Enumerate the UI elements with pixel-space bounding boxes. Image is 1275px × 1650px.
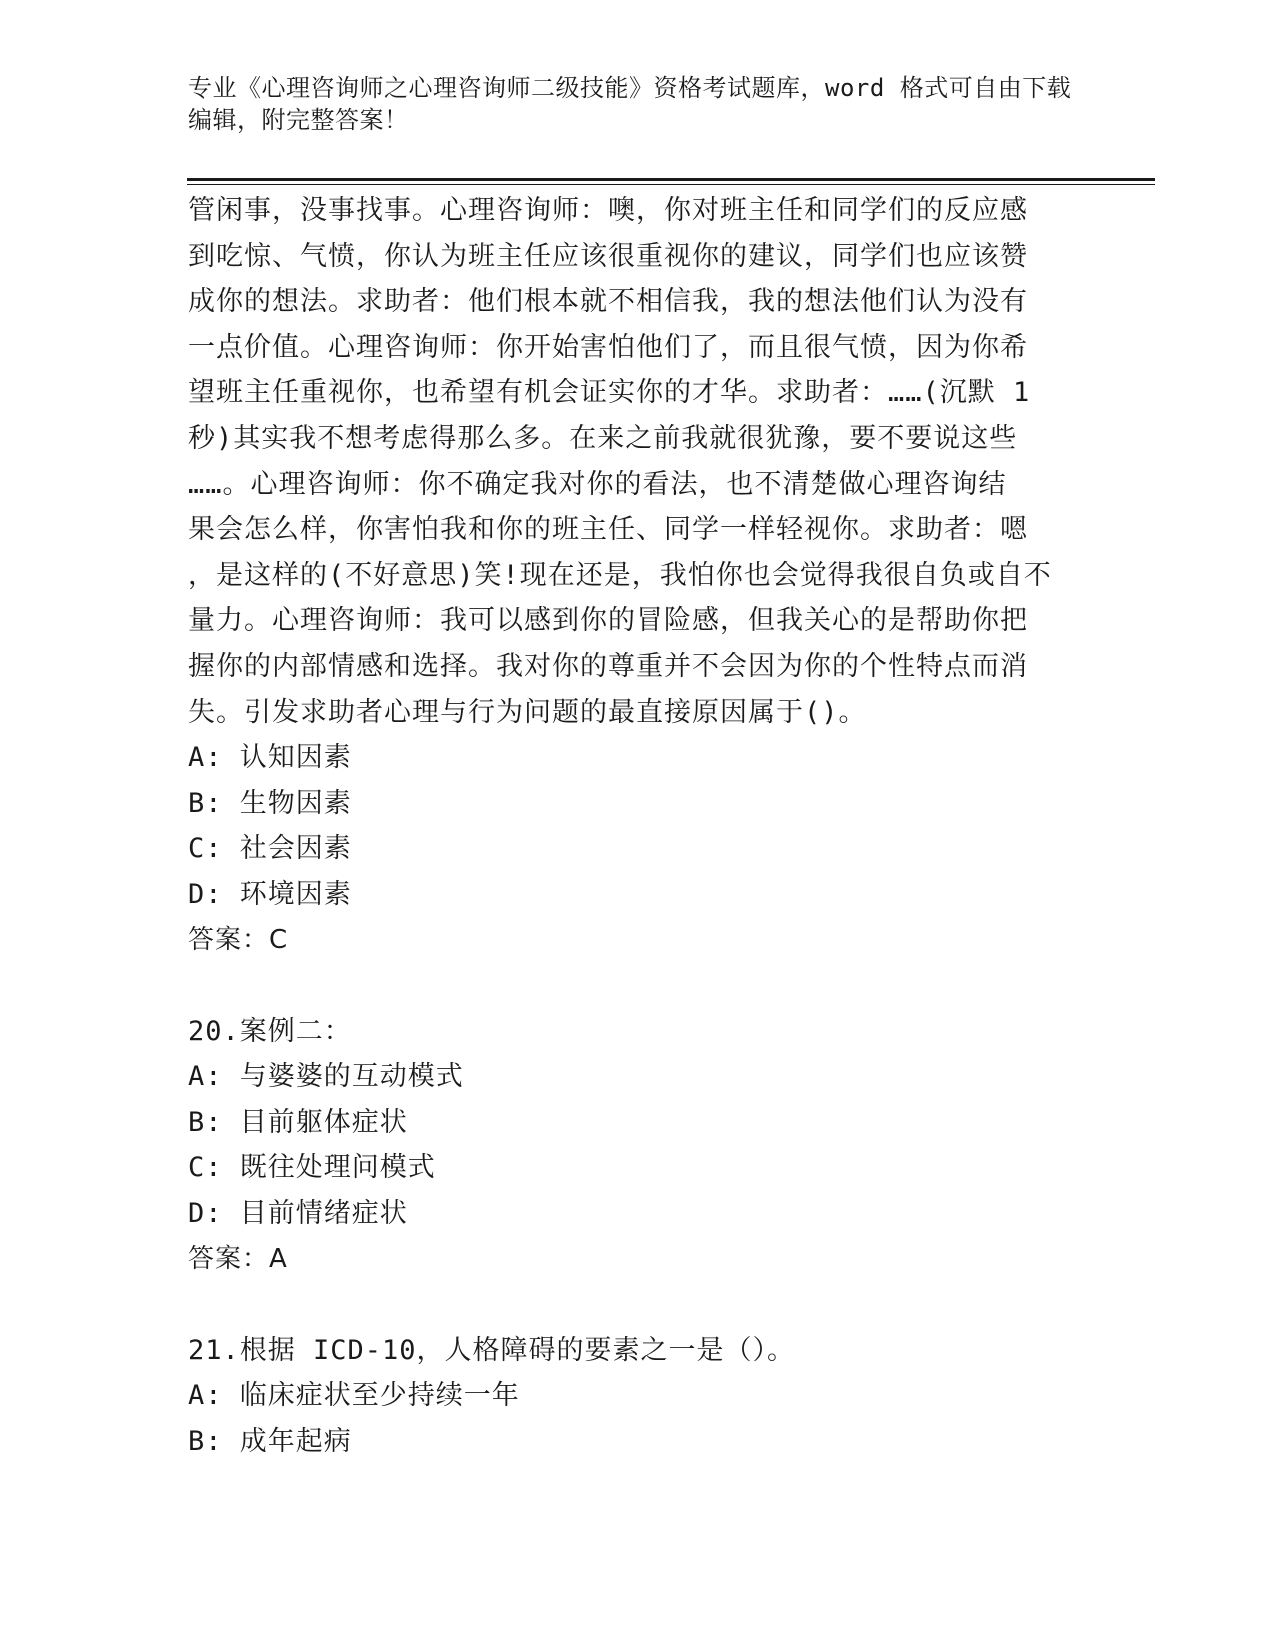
passage-line: 果会怎么样，你害怕我和你的班主任、同学一样轻视你。求助者：嗯 [188, 514, 1028, 546]
passage-line: 失。引发求助者心理与行为问题的最直接原因属于()。 [188, 696, 867, 728]
passage-line: ，是这样的(不好意思)笑!现在还是，我怕你也会觉得我很自负或自不 [188, 559, 1052, 591]
header-divider-thick [187, 178, 1155, 181]
header-title-line-1: 专业《心理咨询师之心理咨询师二级技能》资格考试题库，word 格式可自由下载 [188, 74, 1072, 102]
option-a: A: 认知因素 [188, 742, 352, 774]
question-stem: 21.根据 ICD-10，人格障碍的要素之一是（）。 [188, 1334, 796, 1366]
passage-line: 量力。心理咨询师：我可以感到你的冒险感，但我关心的是帮助你把 [188, 605, 1028, 637]
passage-line: 握你的内部情感和选择。我对你的尊重并不会因为你的个性特点而消 [188, 650, 1028, 682]
option-b: B: 成年起病 [188, 1426, 352, 1458]
header-title-line-2: 编辑，附完整答案！ [188, 106, 409, 134]
passage-line: 望班主任重视你，也希望有机会证实你的才华。求助者：……(沉默 1 [188, 377, 1031, 409]
option-b: B: 目前躯体症状 [188, 1106, 408, 1138]
option-c: C: 社会因素 [188, 833, 352, 865]
option-d: D: 环境因素 [188, 878, 352, 910]
passage-line: ……。心理咨询师：你不确定我对你的看法，也不清楚做心理咨询结 [188, 468, 1007, 500]
option-c: C: 既往处理问模式 [188, 1152, 436, 1184]
option-d: D: 目前情绪症状 [188, 1198, 408, 1230]
page-header [188, 72, 1072, 136]
question-spacer [188, 1282, 1088, 1328]
answer-line: 答案：C [188, 924, 289, 955]
question-stem: 20.案例二： [188, 1015, 352, 1047]
question-spacer [188, 963, 1088, 1009]
option-a: A: 临床症状至少持续一年 [188, 1380, 520, 1412]
passage-line: 秒)其实我不想考虑得那么多。在来之前我就很犹豫，要不要说这些 [188, 422, 1018, 454]
question-21 [188, 1328, 1088, 1465]
question-20 [188, 1009, 1088, 1283]
passage-line: 管闲事，没事找事。心理咨询师：噢，你对班主任和同学们的反应感 [188, 195, 1028, 226]
passage-line: 成你的想法。求助者：他们根本就不相信我，我的想法他们认为没有 [188, 286, 1028, 318]
option-b: B: 生物因素 [188, 787, 352, 819]
passage-line: 一点价值。心理咨询师：你开始害怕他们了，而且很气愤，因为你希 [188, 331, 1028, 363]
option-a: A: 与婆婆的互动模式 [188, 1061, 464, 1093]
passage-line: 到吃惊、气愤，你认为班主任应该很重视你的建议，同学们也应该赞 [188, 240, 1028, 272]
answer-line: 答案：A [188, 1243, 288, 1274]
header-divider-thin [187, 184, 1155, 185]
question-19 [188, 188, 1088, 963]
document-body [188, 188, 1088, 1465]
